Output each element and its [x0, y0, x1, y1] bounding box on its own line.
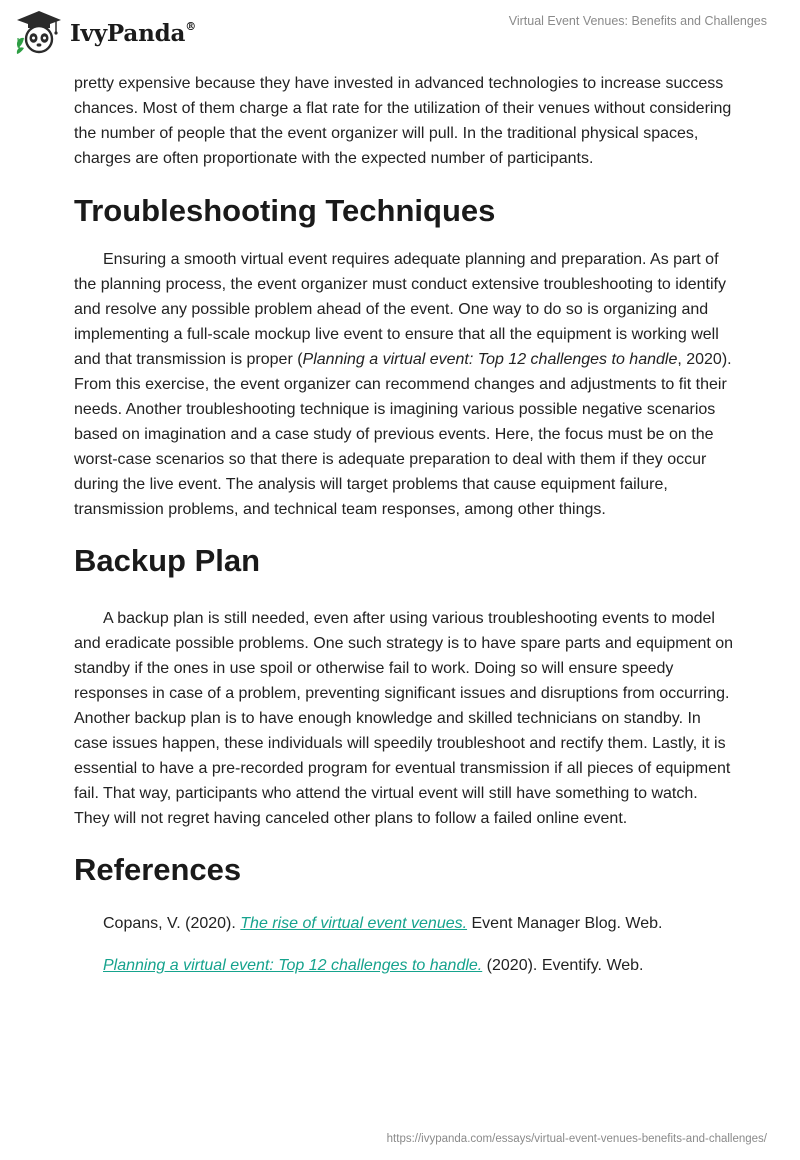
- backup-plan-paragraph: A backup plan is still needed, even after using various troubleshooting events to model and eradicate possible problems. One such strategy is to have spare parts and equipment on standby if the ones in use spoil or otherwise fail to work. Doing so will ensure speedy responses in case of a problem, preventing significant issues and disruptions from occurring. Another backup plan is to have enough knowledge and skilled technicians on standby. In case issues happen, these individuals will speedily troubleshoot and rectify them. Lastly, it is essential to have a pre-recorded program for eventual transmission if all pieces of equipment fail. That way, participants who attend the virtual event will still have something to watch. They will not regret having canceled other plans to follow a failed online event.: [74, 610, 734, 827]
- troubleshooting-paragraph: Ensuring a smooth virtual event requires adequate planning and preparation. As part of the planning process, the event organizer must conduct extensive troubleshooting to identify and resolve any possible problem ahead of the event. One way to do so is organizing and implementing a full-scale mockup live event to ensure that all the equipment is working well and that transmission is proper (Planning a virtual event: Top 12 challenges to handle, 2020). From this exercise, the event organizer can recommend changes and adjustments to fit their needs. Another troubleshooting technique is imagining various possible negative scenarios based on imagination and a case study of previous events. Here, the focus must be on the worst-case scenarios so that there is adequate preparation to deal with them if they occur during the live event. The analysis will target problems that cause equipment failure, transmission problems, and technical team responses, among other things.: [74, 251, 732, 518]
- intro-paragraph: pretty expensive because they have invested in advanced technologies to increase success chances. Most of them charge a flat rate for the utilization of their venues without considering the number of people that the event organizer will pull. In the traditional physical spaces, charges are often proportionate with the expected number of participants.: [74, 75, 732, 167]
- reference-item: Copans, V. (2020). The rise of virtual event venues. Event Manager Blog. Web.: [103, 915, 663, 932]
- backup-plan-heading: Backup Plan: [74, 543, 261, 578]
- panda-graduate-icon: [14, 8, 64, 58]
- brand-name: IvyPanda®: [70, 19, 196, 47]
- reference-link[interactable]: Planning a virtual event: Top 12 challenges to handle.: [103, 957, 483, 974]
- page-header: [0, 0, 800, 68]
- in-text-citation-title: Planning a virtual event: Top 12 challenges to handle: [302, 351, 678, 368]
- references-heading: References: [74, 852, 242, 887]
- source-url[interactable]: https://ivypanda.com/essays/virtual-event-venues-benefits-and-challenges/: [386, 1133, 767, 1145]
- troubleshooting-heading: Troubleshooting Techniques: [74, 193, 496, 228]
- reference-item: Planning a virtual event: Top 12 challenges to handle. (2020). Eventify. Web.: [103, 957, 644, 974]
- reference-link[interactable]: The rise of virtual event venues.: [240, 915, 468, 932]
- ivypanda-logo[interactable]: [14, 8, 196, 58]
- document-title: Virtual Event Venues: Benefits and Challenges: [508, 14, 767, 28]
- essay-content: [74, 71, 734, 995]
